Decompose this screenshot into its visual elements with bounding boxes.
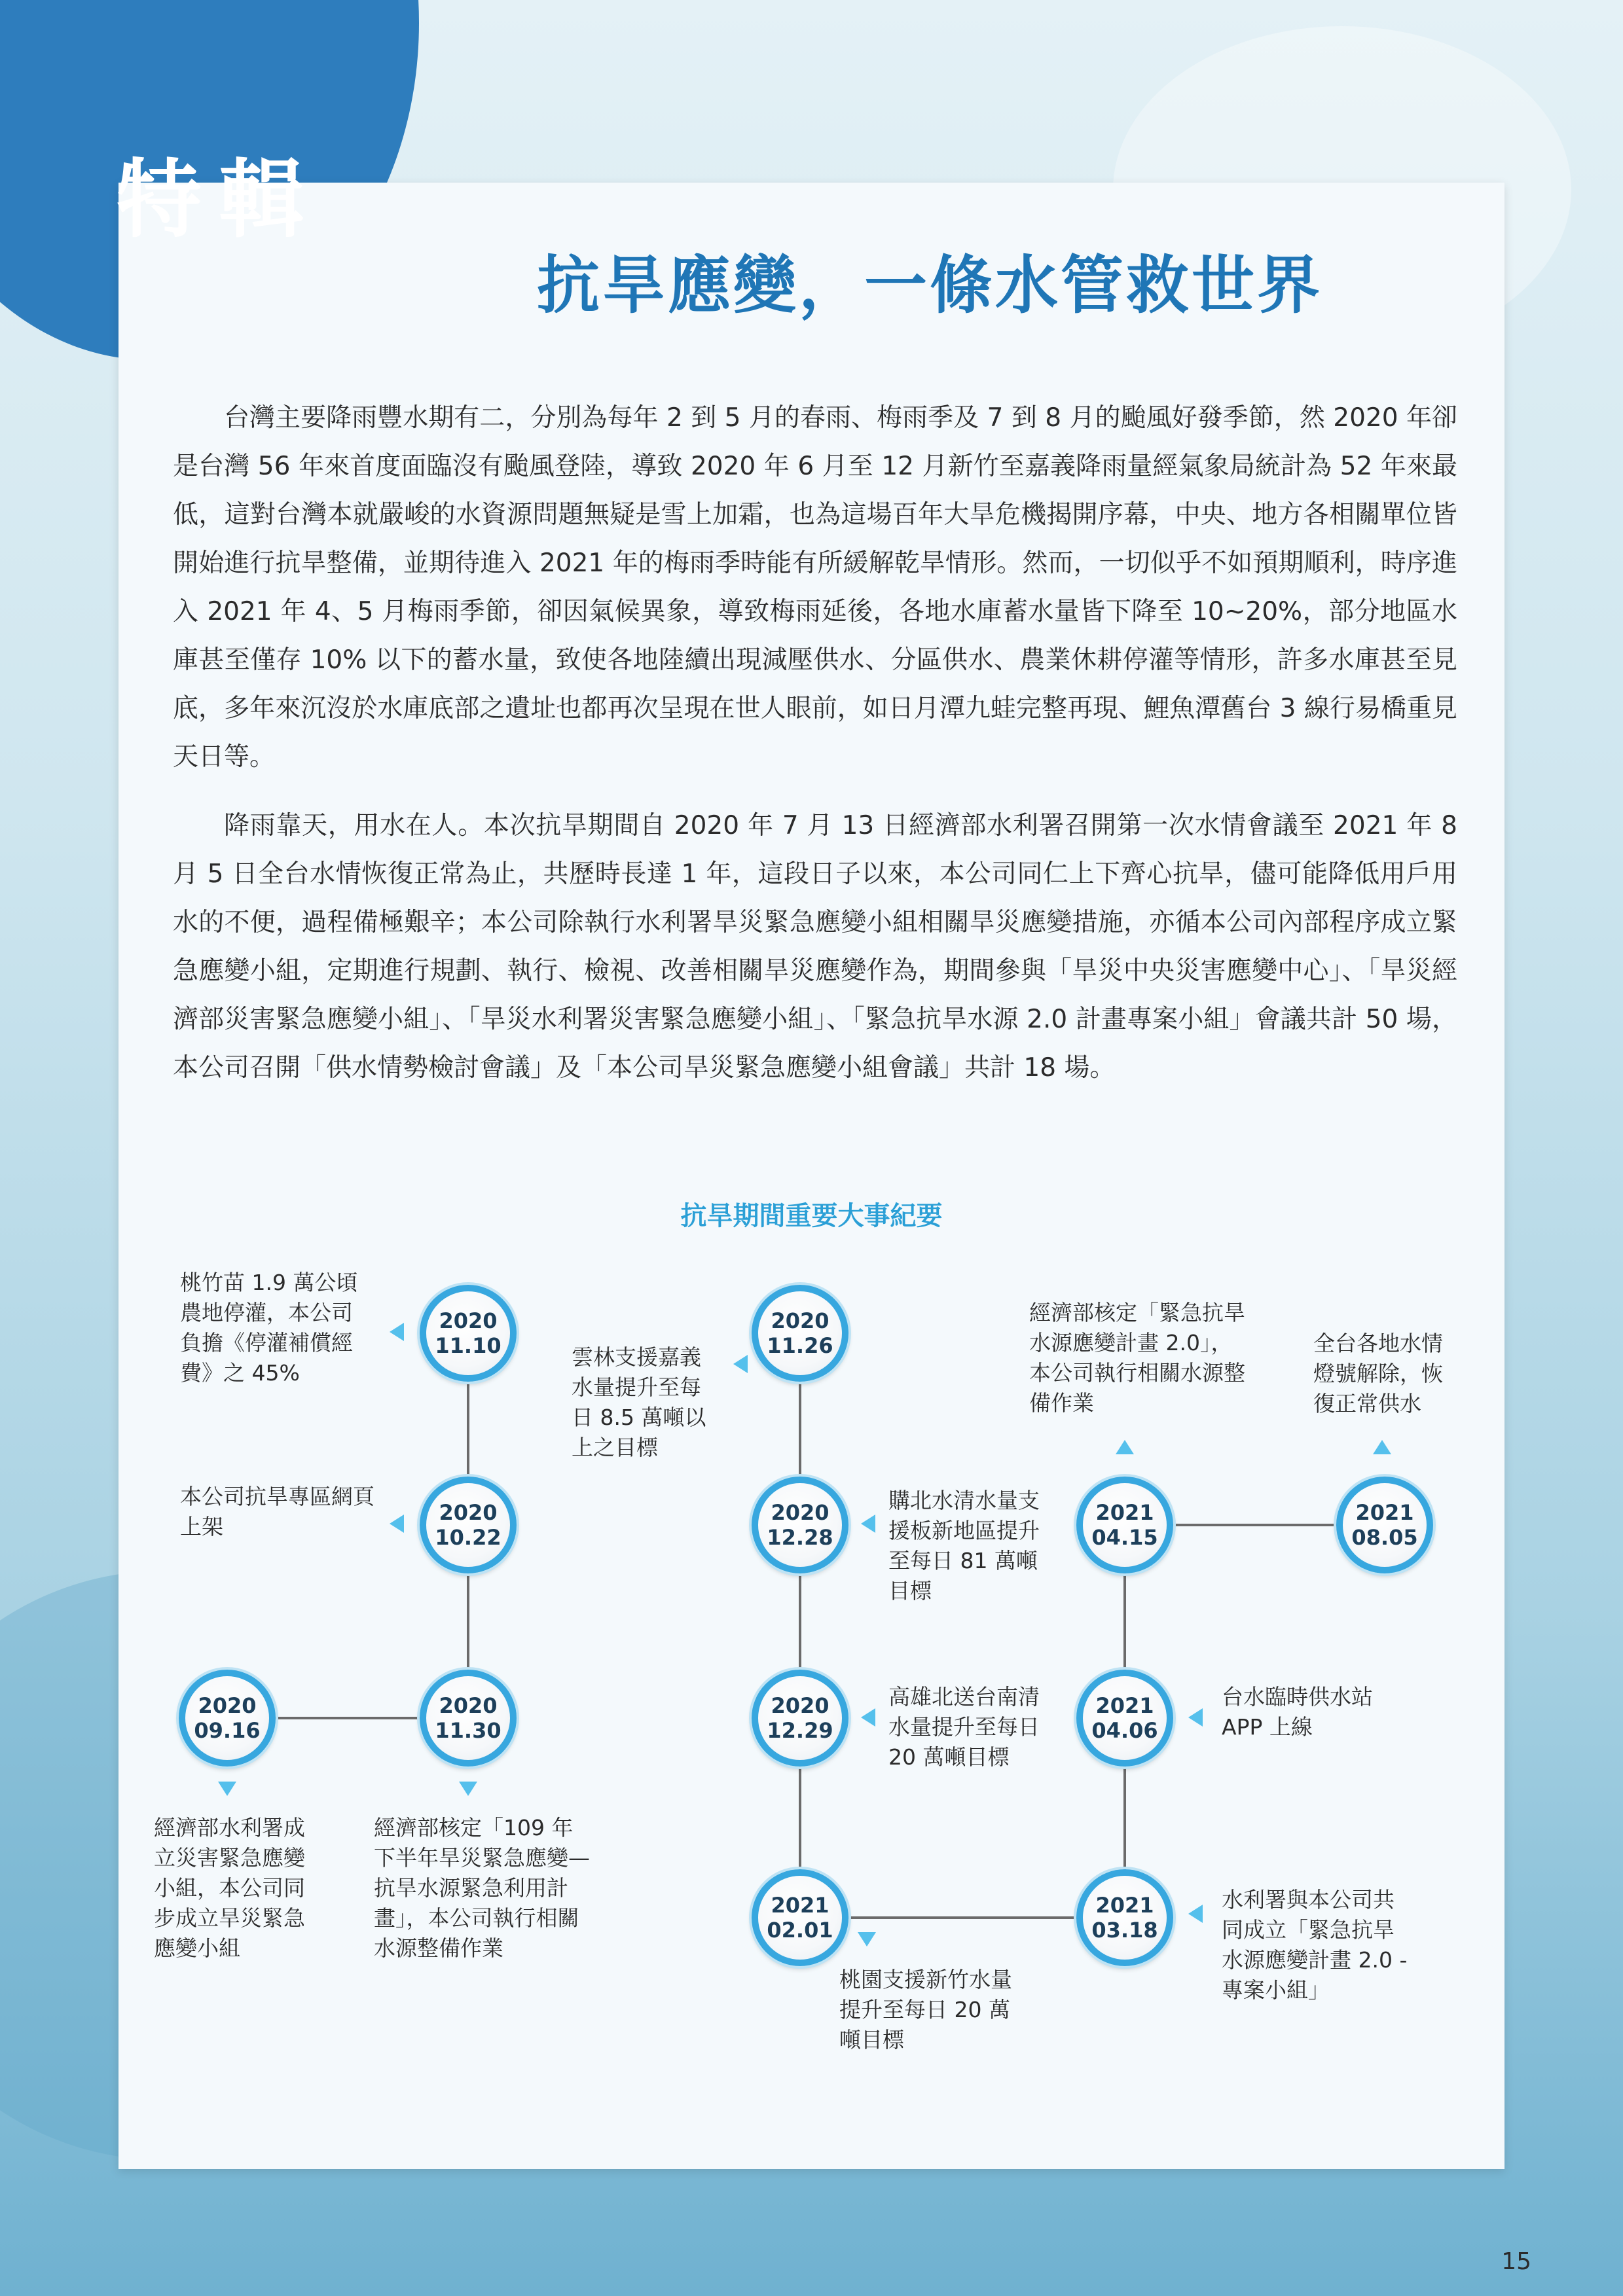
arrow-left-icon <box>1188 1905 1203 1923</box>
timeline-node: 2021 04.06 <box>1076 1670 1173 1767</box>
event-note: 全台各地水情燈號解除，恢復正常供水 <box>1313 1331 1443 1416</box>
event-note: 經濟部核定「緊急抗旱水源應變計畫 2.0」，本公司執行相關水源整備作業 <box>1029 1300 1245 1416</box>
arrow-down-icon <box>858 1932 876 1946</box>
timeline-title: 抗旱期間重要大事紀要 <box>680 1201 943 1231</box>
arrow-left-icon <box>390 1323 404 1341</box>
arrow-left-icon <box>861 1708 875 1727</box>
arrow-left-icon <box>390 1515 404 1533</box>
arrow-left-icon <box>1188 1708 1203 1727</box>
timeline-node: 2021 08.05 <box>1336 1477 1433 1573</box>
event-note: 雲林支援嘉義水量提升至每日 8.5 萬噸以上之目標 <box>572 1344 706 1460</box>
timeline-node: 2020 10.22 <box>420 1477 517 1573</box>
event-note: 桃竹苗 1.9 萬公頃農地停灌，本公司負擔《停灌補償經費》之 45% <box>180 1270 358 1386</box>
timeline-node: 2021 04.15 <box>1076 1477 1173 1573</box>
timeline-node: 2020 12.29 <box>752 1670 848 1767</box>
timeline-node: 2020 11.26 <box>752 1285 848 1382</box>
event-note: 購北水清水量支援板新地區提升至每日 81 萬噸目標 <box>888 1488 1040 1604</box>
article-title: 抗旱應變，一條水管救世界 <box>537 249 1322 322</box>
page-number: 15 <box>1501 2248 1531 2275</box>
body-paragraph: 台灣主要降雨豐水期有二，分別為每年 2 到 5 月的春雨、梅雨季及 7 到 8 月的颱風好發季節，然 2020 年卻是台灣 56 年來首度面臨沒有颱風登陸，導致 2020 年 6 月至 12 月新竹至嘉義降雨量經氣象局統計為 52 年來最低，這對台灣本就嚴峻的水資源問題無疑是雪上加霜，也為這場百年大旱危機揭開序幕，中央、地方各相關單位皆開始進行抗旱整備，並期待進入 2021 年的梅雨季時能有所緩解乾旱情形。然而，一切似乎不如預期順利，時序進入 2021 年 4、5 月梅雨季節，卻因氣候異象，導致梅雨延後，各地水庫蓄水量皆下降至 10~20%，部分地區水庫甚至僅存 10% 以下的蓄水量，致使各地陸續出現減壓供水、分區供水、農業休耕停灌等情形，許多水庫甚至見底，多年來沉沒於水庫底部之遺址也都再次呈現在世人眼前，如日月潭九蛙完整再現、鯉魚潭舊台 3 線行易橋重見天日等。 <box>173 403 1457 772</box>
arrow-left-icon <box>733 1355 748 1373</box>
event-note: 台水臨時供水站 APP 上線 <box>1222 1684 1373 1740</box>
timeline-node: 2020 12.28 <box>752 1477 848 1573</box>
arrow-up-icon <box>1373 1440 1391 1454</box>
event-note: 本公司抗旱專區網頁上架 <box>180 1484 374 1539</box>
arrow-down-icon <box>218 1782 236 1796</box>
timeline-node: 2020 11.10 <box>420 1285 517 1382</box>
arrow-up-icon <box>1116 1440 1134 1454</box>
body-paragraph: 降雨靠天，用水在人。本次抗旱期間自 2020 年 7 月 13 日經濟部水利署召開第一次水情會議至 2021 年 8 月 5 日全台水情恢復正常為止，共歷時長達 1 年，這段日子以來，本公司同仁上下齊心抗旱，儘可能降低用戶用水的不便，過程備極艱辛；本公司除執行水利署旱災緊急應變小組相關旱災應變措施，亦循本公司內部程序成立緊急應變小組，定期進行規劃、執行、檢視、改善相關旱災應變作為，期間參與「旱災中央災害應變中心」、「旱災經濟部災害緊急應變小組」、「旱災水利署災害緊急應變小組」、「緊急抗旱水源 2.0 計畫專案小組」會議共計 50 場，本公司召開「供水情勢檢討會議」及「本公司旱災緊急應變小組會議」共計 18 場。 <box>173 811 1457 1083</box>
section-label: 特輯 <box>117 150 321 249</box>
event-note: 桃園支援新竹水量提升至每日 20 萬噸目標 <box>839 1967 1012 2053</box>
event-note: 高雄北送台南清水量提升至每日 20 萬噸目標 <box>888 1684 1040 1770</box>
event-note: 經濟部核定「109 年下半年旱災緊急應變—抗旱水源緊急利用計畫」，本公司執行相關水源整備作業 <box>374 1815 590 1961</box>
event-note: 水利署與本公司共同成立「緊急抗旱水源應變計畫 2.0 - 專案小組」 <box>1222 1887 1408 2003</box>
timeline-node: 2021 02.01 <box>752 1869 848 1966</box>
timeline-node: 2020 11.30 <box>420 1670 517 1767</box>
arrow-down-icon <box>459 1782 477 1796</box>
timeline-node: 2020 09.16 <box>179 1670 276 1767</box>
event-note: 經濟部水利署成立災害緊急應變小組，本公司同步成立旱災緊急應變小組 <box>154 1815 305 1961</box>
arrow-left-icon <box>861 1515 875 1533</box>
timeline-node: 2021 03.18 <box>1076 1869 1173 1966</box>
